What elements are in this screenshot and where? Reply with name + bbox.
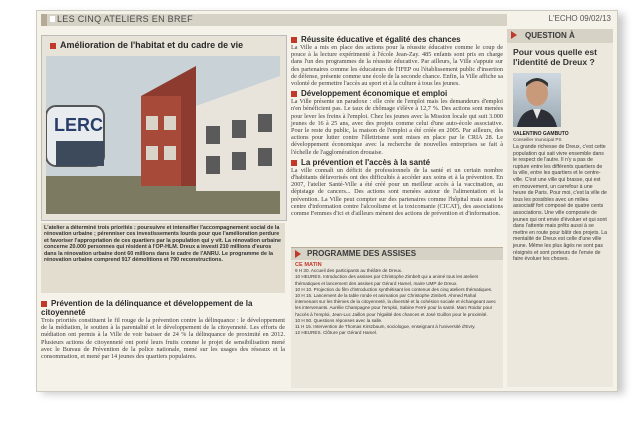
reussite-text: La Ville a mis en place des actions pour la réussite éducative comme le coup de pouce à la lecture expérimenté à l'école Jean-Zay. 485 enfants sont pris en charge dans l'un des programmes de la réussite éducative. Par ailleurs, la Ville s'appuie sur des partenaires comme les éducateurs de l'IFEP ou l'établissement public d'insertion de défense, présente comme une école de la seconde chance. Enfin, la Ville affiche sa volonté de permettre l'accès au sport et à la culture à tous les jeunes. xyxy=(291,44,503,88)
top-bar xyxy=(37,11,617,29)
bullet-icon xyxy=(50,43,56,49)
sign-text: LERC xyxy=(54,115,103,135)
program-box xyxy=(291,247,503,388)
arrow-icon xyxy=(511,31,517,39)
program-item: 10 H 10. Projection du film d'introduction synthétisant les contenus des cinq ateliers thématiques. xyxy=(295,286,493,292)
person-icon xyxy=(513,73,561,127)
newspaper-clipping xyxy=(36,10,618,392)
square-icon xyxy=(50,16,55,22)
respondent-answer: La grande richesse de Dreux, c'est cette population qui sait vivre ensemble dans le respect de l'autre. Il n'y a pas de rupture entre les différents quartiers de la ville, entre les quartiers et le centre-ville. C'est une ville qui brasse, qui est en mouvement, un carrefour à une heure de Paris. Pour moi, c'est la ville de tous les possibles avec un milieu associatif fort composé de quatre cents associations. Une ville composée de jeunes qui ont envie d'évoluer et qui sont dans l'attente mais prêts aussi à se mettre en route pour bâtir des projets. La mentalité de Dreux est celle d'une ville jeune. Même les plus âgés ne sont pas résignés et sont porteurs de l'envie de faire évoluer les choses. xyxy=(513,144,608,263)
program-item: 9 H 30. Accueil des participants au théâtre de Dreux. xyxy=(295,268,403,274)
reussite-title: Réussite éducative et égalité des chances xyxy=(291,35,503,44)
sante-text: La ville connaît un déficit de professionnels de la santé et un certain nombre d'habitants défavorisés ont des difficultés à accéder aux soins et à la prévention. En 2007, l'atelier Santé-Ville a été créé pour un meilleur accès à la vaccination, au dépistage de cancers... Des actions sont menées autour de l'alimentation et la prévention. La Ville peut compter sur des partenaires comme l'hôpital mais aussi le centre d'information contre l'alcoolisme et la toxicomanie (CICAT), des associations comme Femmes d'ici et d'ailleurs mènent des actions de prévention et d'information. xyxy=(291,166,503,218)
program-item: 11 H 15. Intervention de Thomas Kirszbaum, sociologue, enseignant à l'université d'Evry. xyxy=(295,324,476,330)
middle-column xyxy=(291,35,503,217)
question-text: Pour vous quelle est l'identité de Dreux ? xyxy=(513,47,598,67)
bullet-icon xyxy=(291,160,297,166)
bullet-icon xyxy=(291,91,297,97)
program-item: 10 HEURES. Introduction des assises par Christophe Zimbelt qui a animé tous les ateliers thématiques et lancement des assises par Gérard Hamel, maire UMP de Dreux. xyxy=(295,274,479,286)
program-list xyxy=(291,260,503,338)
respondent-role: Conseiller municipal PS xyxy=(513,137,562,142)
section-header xyxy=(41,14,507,26)
delinquance-title: Prévention de la délinquance et développement de la citoyenneté xyxy=(41,299,253,317)
respondent-name: VALENTINO GAMBUTO xyxy=(513,131,569,137)
habitat-photo-box xyxy=(41,35,287,221)
question-column xyxy=(507,29,613,387)
question-header: QUESTION À xyxy=(507,29,613,43)
section-title: LES CINQ ATELIERS EN BREF xyxy=(57,14,193,24)
buildings-illustration xyxy=(46,56,280,214)
habitat-photo xyxy=(46,56,280,214)
bullet-icon xyxy=(291,37,297,43)
delinquance-text: Trois priorités constituent le fil rouge de la prévention contre la délinquance : le développement de la médiation, le soutien à la parentalité et le développement de la citoyenneté. Les efforts de médiation ont permis à la Ville de voir baisser de 24 % la délinquance de proximité en 2012. Plusieurs actions de citoyenneté ont porté leurs fruits comme le projet de sensibilisation mené avec le Bureau de Prévention de la police nationale, mené sur les usages des réseaux et la consommation, et mené par 14 jeunes des quartiers populaires. xyxy=(41,317,285,361)
program-header: PROGRAMME DES ASSISES xyxy=(291,248,503,260)
bullet-icon xyxy=(41,301,47,307)
arrow-icon xyxy=(295,250,301,258)
program-subtitle: CE MATIN xyxy=(295,262,322,268)
emploi-title: Développement économique et emploi xyxy=(291,89,503,98)
source-label: L'ECHO 09/02/13 xyxy=(548,14,611,23)
program-item: 10 H 15. Lancement de la table ronde et animation par Christophe Zimbelt. Ahmed Rahal intervenant sur les thèmes de la citoyenneté, la diversité et la cohésion sociale et échangeant avec les intervenants. Aurélie Champagne pour l'emploi, Sabine Ferré pour la santé. Marc Roidor pour l'accès à l'emploi, Jean-Luc Jaillon pour l'égalité des chances et José Guillon pour le proximité. xyxy=(295,293,496,317)
program-item: 12 HEURES. Clôture par Gérard Hamel. xyxy=(295,330,378,336)
delinquance-article xyxy=(41,299,285,360)
habitat-title: Amélioration de l'habitat et du cadre de vie xyxy=(50,40,243,50)
habitat-caption: L'atelier a déterminé trois priorités : poursuivre et intensifier l'accompagnement social de la rénovation urbaine ; pérenniser ces investissements lourds pour que l'amélioration perdure et favoriser l'appropriation de ces quartiers par la population qui y vit. La rénovation urbaine concerne 20.000 personnes qui résident à l'OP-HLM. Dreux a investi 210 millions d'euros dans la rénovation urbaine dont 60 millions dans le cadre de l'ANRU. Le programme de la rénovation urbaine comprend 917 démolitions et 790 reconstructions. xyxy=(41,223,285,293)
portrait-photo xyxy=(513,73,561,127)
program-item: 10 H 50. Questions réponses avec la salle. xyxy=(295,317,383,323)
emploi-text: La Ville présente un paradoxe : elle crée de l'emploi mais les demandeurs d'emploi n'en bénéficient pas. Le taux de chômage s'élève à 12,7 %. Des actions sont menées pour lever les freins à l'emploi. Chez les jeunes avec la Mission locale qui suit 3.000 jeunes de 16 à 25 ans, avec des projets comme celui d'une auto-école associative. Pour le reste du public, la maison de l'emploi a été créée en 2005. Par ailleurs, des actions pour lutter contre l'illettrisme sont mises en place par le CRIA 28. Le développement économique avec la recherche de nouvelles entreprises se fait à l'échelle de l'agglomération drouaise. xyxy=(291,98,503,156)
sante-title: La prévention et l'accès à la santé xyxy=(291,158,503,167)
